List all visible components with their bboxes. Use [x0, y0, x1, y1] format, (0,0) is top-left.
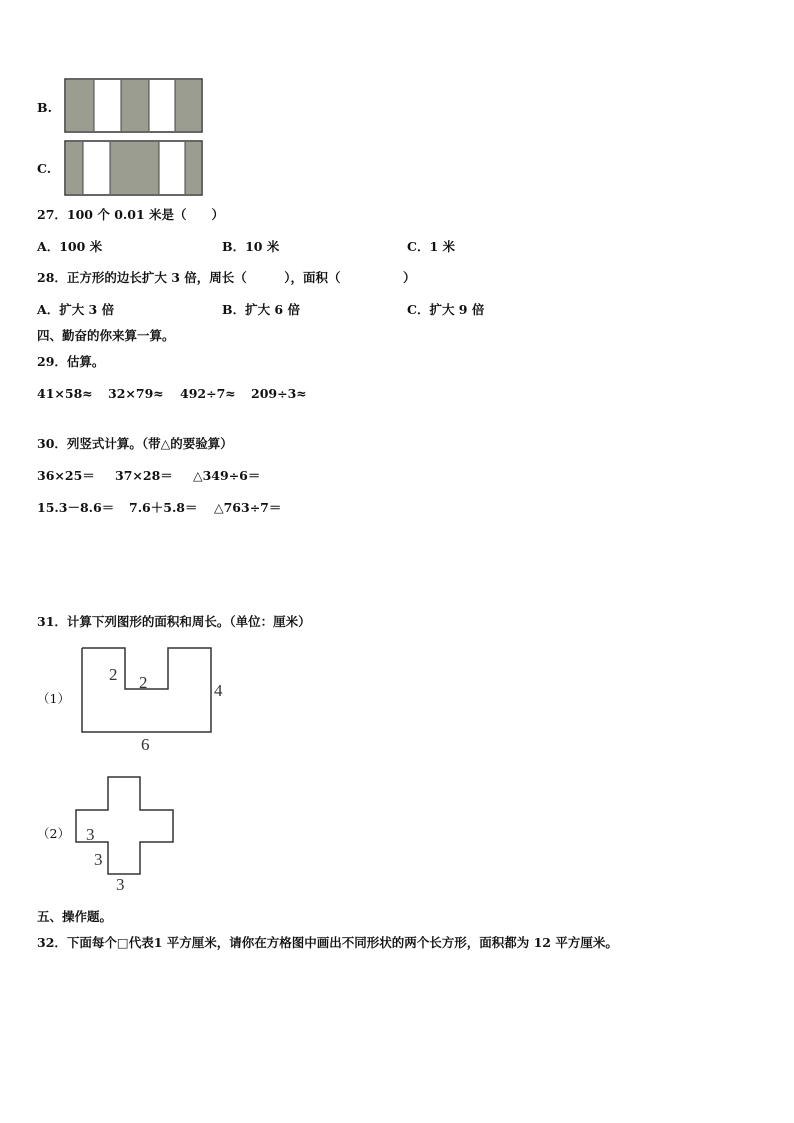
stripe-shaded [121, 80, 149, 131]
q29-item-2: 32×79≈ [108, 386, 164, 401]
option-b-label: B. [37, 100, 52, 115]
q29-item-3: 492÷7≈ [180, 386, 236, 401]
stripe-shaded [110, 142, 159, 194]
q29-stem: 29．估算。 [37, 354, 105, 369]
dim-label: 2 [139, 673, 148, 692]
q27-option-b: B．10 米 [222, 239, 280, 254]
stripe-shaded [66, 80, 94, 131]
q27-option-a: A．100 米 [37, 239, 103, 254]
q30-row2-item-3: △763÷7＝ [214, 500, 282, 515]
dim-label: 4 [214, 681, 223, 700]
q30-row1-item-3: △349÷6＝ [193, 468, 261, 483]
q28-option-b: B．扩大 6 倍 [222, 302, 300, 317]
q30-row2-item-2: 7.6＋5.8＝ [129, 500, 198, 515]
q31-figure-1-label: （1） [37, 691, 70, 706]
stripe-shaded [66, 142, 83, 194]
dim-label: 3 [116, 875, 125, 894]
q28-option-a: A．扩大 3 倍 [37, 302, 115, 317]
q29-item-4: 209÷3≈ [251, 386, 307, 401]
section-4-title: 四、勤奋的你来算一算。 [37, 328, 175, 343]
dim-label: 3 [94, 850, 103, 869]
stripe-shaded [175, 80, 201, 131]
q29-item-1: 41×58≈ [37, 386, 93, 401]
q31-figure-2-label: （2） [37, 826, 70, 841]
q30-stem: 30．列竖式计算。（带△的要验算） [37, 436, 233, 451]
dim-label: 6 [141, 735, 150, 754]
q27-stem: 27．100 个 0.01 米是（ ） [37, 207, 224, 222]
dim-label: 3 [86, 825, 95, 844]
q28-option-c: C．扩大 9 倍 [407, 302, 485, 317]
stripe-figure-c [64, 140, 204, 197]
dim-label: 2 [109, 665, 118, 684]
stripe-shaded [185, 142, 201, 194]
q31-stem: 31．计算下列图形的面积和周长。（单位：厘米） [37, 614, 311, 629]
stripe-figure-b [64, 78, 204, 134]
q30-row1-item-1: 36×25＝ [37, 468, 95, 483]
section-5-title: 五、操作题。 [37, 909, 113, 924]
q30-row1-item-2: 37×28＝ [115, 468, 173, 483]
q32-stem: 32．下面每个□代表1 平方厘米，请你在方格图中画出不同形状的两个长方形，面积都为 12 平方厘米。 [37, 935, 618, 950]
q27-option-c: C．1 米 [407, 239, 455, 254]
u-shape-figure [78, 644, 228, 756]
q30-row2-item-1: 15.3－8.6＝ [37, 500, 115, 515]
q28-stem: 28．正方形的边长扩大 3 倍，周长（ ），面积（ ） [37, 270, 416, 285]
option-c-label: C. [37, 161, 52, 176]
cross-shape-figure [72, 774, 178, 896]
